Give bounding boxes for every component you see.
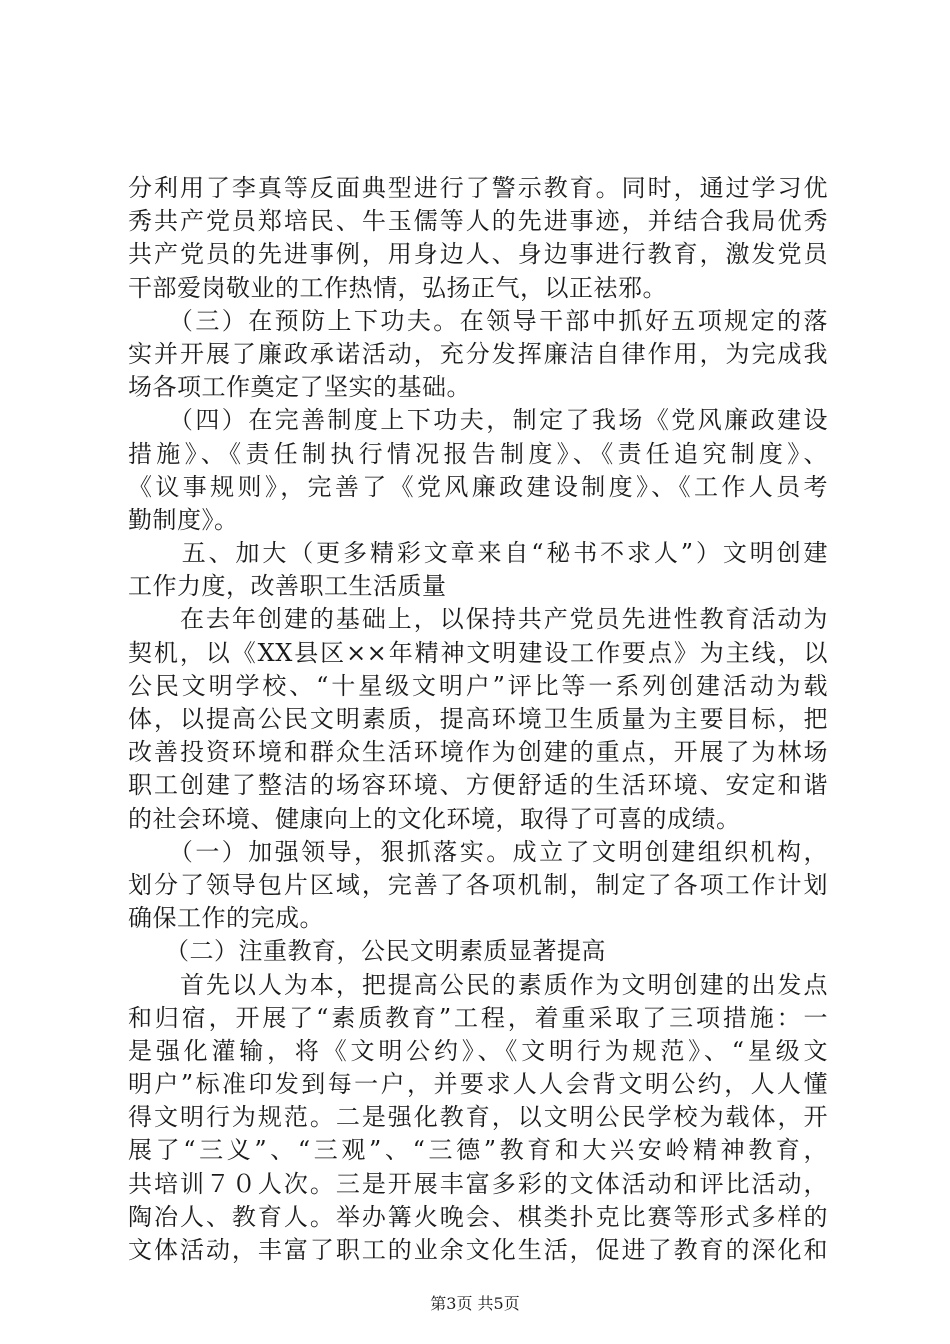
text-line: 陶冶人、教育人。举办篝火晚会、棋类扑克比赛等形式多样的 bbox=[128, 1202, 828, 1231]
text-line: 场各项工作奠定了坚实的基础。 bbox=[128, 373, 471, 402]
text-line: 干部爱岗敬业的工作热情，弘扬正气，以正祛邪。 bbox=[128, 273, 667, 302]
text-line: 五、加大（更多精彩文章来自“秘书不求人”）文明创建 bbox=[128, 539, 828, 568]
text-line: 文体活动，丰富了职工的业余文化生活，促进了教育的深化和 bbox=[128, 1236, 828, 1264]
text-line: 契机，以《XX县区××年精神文明建设工作要点》为主线，以 bbox=[128, 638, 828, 667]
text-line: （三）在预防上下功夫。在领导干部中抓好五项规定的落 bbox=[128, 306, 828, 335]
page-footer: 第3页 共5页 bbox=[430, 1294, 520, 1313]
text-line: 秀共产党员郑培民、牛玉儒等人的先进事迹，并结合我局优秀 bbox=[128, 207, 828, 236]
text-line: 首先以人为本，把提高公民的素质作为文明创建的出发点 bbox=[128, 970, 828, 999]
text-line: 共产党员的先进事例，用身边人、身边事进行教育，激发党员 bbox=[128, 240, 828, 269]
document-body bbox=[128, 172, 828, 1267]
text-line: 勤制度》。 bbox=[128, 505, 239, 534]
text-line: 明户”标准印发到每一户，并要求人人会背文明公约，人人懂 bbox=[128, 1070, 828, 1099]
text-line: 实并开展了廉政承诺活动，充分发挥廉洁自律作用，为完成我 bbox=[128, 339, 828, 368]
text-line: 的社会环境、健康向上的文化环境，取得了可喜的成绩。 bbox=[128, 804, 741, 833]
text-line: 是强化灌输，将《文明公约》、《文明行为规范》、“星级文 bbox=[128, 1036, 828, 1065]
text-line: 措施》、《责任制执行情况报告制度》、《责任追究制度》、 bbox=[128, 439, 828, 468]
text-line: 体，以提高公民文明素质，提高环境卫生质量为主要目标，把 bbox=[128, 705, 828, 733]
text-line: 《议事规则》，完善了《党风廉政建设制度》、《工作人员考 bbox=[128, 472, 828, 501]
text-line: 和归宿，开展了“素质教育”工程，着重采取了三项措施：一 bbox=[128, 1003, 828, 1032]
text-line: 改善投资环境和群众生活环境作为创建的重点，开展了为林场 bbox=[128, 738, 828, 767]
text-line: 确保工作的完成。 bbox=[128, 904, 324, 933]
text-line: 工作力度，改善职工生活质量 bbox=[128, 572, 447, 601]
text-line: 分利用了李真等反面典型进行了警示教育。同时，通过学习优 bbox=[128, 174, 828, 202]
text-line: 划分了领导包片区域，完善了各项机制，制定了各项工作计划 bbox=[128, 870, 828, 899]
text-line: 得文明行为规范。二是强化教育，以文明公民学校为载体，开 bbox=[128, 1103, 828, 1132]
text-line: 职工创建了整洁的场容环境、方便舒适的生活环境、安定和谐 bbox=[128, 771, 828, 800]
text-line: （四）在完善制度上下功夫，制定了我场《党风廉政建设 bbox=[128, 406, 828, 435]
text-line: 共培训７０人次。三是开展丰富多彩的文体活动和评比活动， bbox=[128, 1169, 828, 1198]
text-line: 在去年创建的基础上，以保持共产党员先进性教育活动为 bbox=[128, 605, 828, 634]
text-line: （一）加强领导，狠抓落实。成立了文明创建组织机构， bbox=[128, 837, 828, 866]
text-line: 展了“三义”、“三观”、“三德”教育和大兴安岭精神教育， bbox=[128, 1136, 828, 1165]
text-line: 公民文明学校、“十星级文明户”评比等一系列创建活动为载 bbox=[128, 671, 828, 700]
text-line: （二）注重教育，公民文明素质显著提高 bbox=[128, 937, 606, 966]
